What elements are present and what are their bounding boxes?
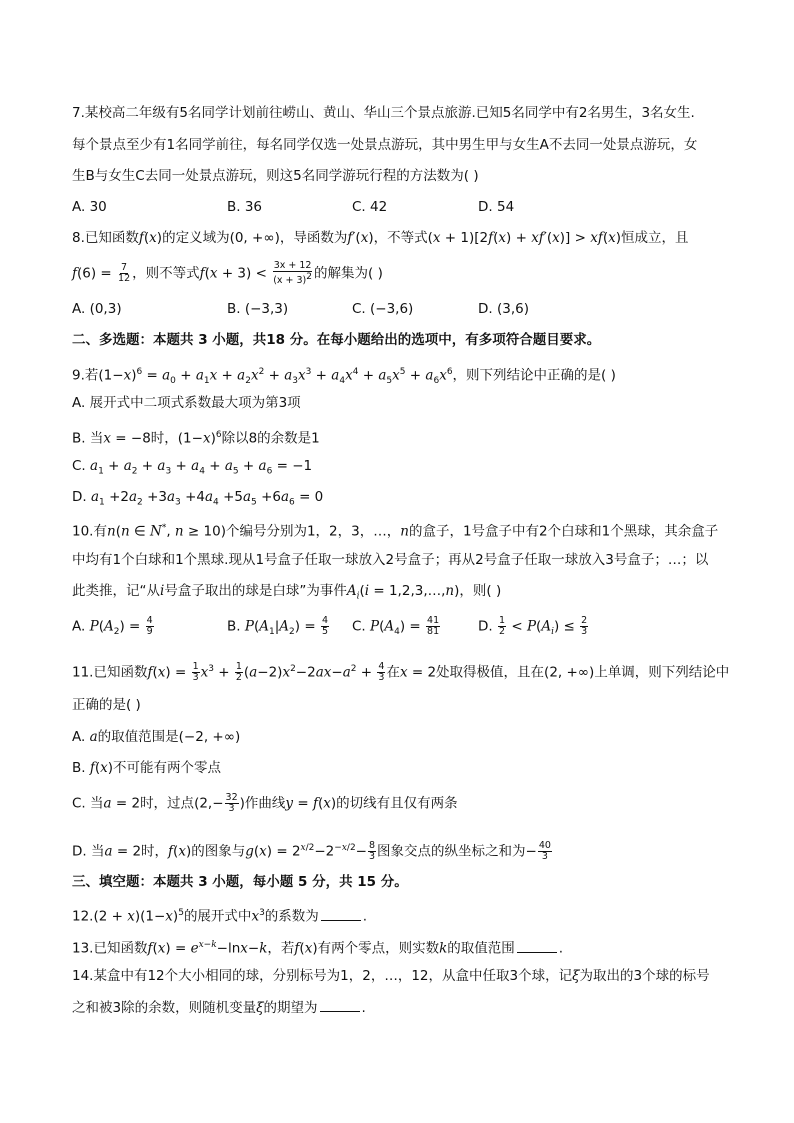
section-2-heading: 二、多选题：本题共 3 小题，共18 分。在每小题给出的选项中，有多项符合题目要求。 (72, 332, 601, 348)
q9-option-d: D. $a_1 +2a_2 +3a_3 +4a_4 +5a_5 +6a_6 = 0$ (72, 489, 324, 508)
q8-line2: f(6) = $\frac{7}{12}$ ，则不等式f(x + 3) < $\frac{3x + 12}{(x + 3)^2}$ 的解集为( ) (72, 260, 383, 287)
q11-line1: 11.已知函数f(x) = $\frac{1}{3}$ $x^3$ + $\frac{1}{2}$ $(a-2)x^2-2ax-a^2$ + $\frac{4}{3}$ 在x = 2处取得极值，且在(2, +∞)上单调，则下列结论中 (72, 661, 730, 683)
q11-option-b: B. f(x)不可能有两个零点 (72, 760, 222, 776)
q11-option-d: D. 当a = 2时，f(x)的图象与$g(x) = 2^{x/2}-2^{-x/2}-$ $\frac{8}{3}$ 图象交点的纵坐标之和为− $\frac{40}{3}$ (72, 840, 551, 862)
q7-line3: 生B与女生C去同一处景点游玩，则这5名同学游玩行程的方法数为( ) (72, 168, 479, 184)
q8-option-b: B. (−3,3) (227, 301, 289, 317)
q14-answer-blank[interactable] (320, 999, 360, 1012)
q10-line1: 10.有n(n ∈ N*, n ≥ 10)个编号分别为1，2，3，…，n的盒子，1号盒子中有2个白球和1个黑球，其余盒子 (72, 523, 719, 540)
q8-option-d: D. (3,6) (478, 301, 529, 317)
q10-option-c: C. $P(A_4)$ = $\frac{41}{81}$ (352, 615, 440, 638)
q7-option-b: B. 36 (227, 199, 263, 215)
q9-option-a: A. 展开式中二项式系数最大项为第3项 (72, 395, 301, 411)
q9-stem: 9.若$(1-x)^6 = a_0 + a_1x + a_2x^2 + a_3x^3 + a_4x^4 + a_5x^5 + a_6x^6$，则下列结论中正确的是( ) (72, 367, 616, 387)
q8-line1: 8.已知函数f(x)的定义域为(0, +∞)，导函数为f′(x)，不等式(x + 1)[2f(x) + xf′(x)] > xf(x)恒成立，且 (72, 230, 689, 246)
q8-option-a: A. (0,3) (72, 301, 122, 317)
q9-option-b: B. 当x = −8时，$(1-x)^6$除以8的余数是1 (72, 430, 320, 447)
q7-line2: 每个景点至少有1名同学前往，每名同学仅选一处景点游玩，其中男生甲与女生A不去同一处景点游玩，女 (72, 137, 698, 153)
q11-option-a: A. a的取值范围是(−2, +∞) (72, 729, 241, 745)
section-3-heading: 三、填空题：本题共 3 小题，每小题 5 分，共 15 分。 (72, 874, 408, 890)
q13-stem: 13.已知函数$f(x) = e^{x-k}-\ln x-k$，若f(x)有两个零点，则实数k的取值范围 . (72, 940, 564, 957)
q12-answer-blank[interactable] (321, 908, 361, 921)
q10-line3: 此类推，记“从i号盒子取出的球是白球”为事件$A_i(i$ = 1,2,3,…,n)，则( ) (72, 583, 502, 602)
q7-option-a: A. 30 (72, 199, 107, 215)
q9-option-c: C. $a_1 + a_2 + a_3 + a_4 + a_5 + a_6 = -1$ (72, 458, 313, 477)
q7-line1: 7.某校高二年级有5名同学计划前往崂山、黄山、华山三个景点旅游.已知5名同学中有2名男生，3名女生. (72, 105, 695, 121)
q11-line2: 正确的是( ) (72, 697, 141, 713)
q12-stem: $12.(2 + x)(1-x)^5$的展开式中$x^3$的系数为 . (72, 908, 368, 925)
q11-option-c: C. 当a = 2时，过点(2,− $\frac{32}{3}$ )作曲线y = f(x)的切线有且仅有两条 (72, 792, 458, 814)
q10-option-b: B. $P(A_1|A_2)$ = $\frac{4}{5}$ (227, 615, 328, 638)
q14-line2: 之和被3除的余数，则随机变量ξ的期望为 . (72, 1000, 366, 1016)
q7-option-d: D. 54 (478, 199, 515, 215)
q10-option-d: D. $\frac{1}{2}$ < $P(A_i)$ ≤ $\frac{2}{3}$ (478, 615, 588, 638)
q14-line1: 14.某盒中有12个大小相同的球，分别标号为1，2，…，12，从盒中任取3个球，记ξ为取出的3个球的标号 (72, 968, 710, 984)
q8-option-c: C. (−3,6) (352, 301, 414, 317)
q7-option-c: C. 42 (352, 199, 388, 215)
q13-answer-blank[interactable] (517, 940, 557, 953)
q10-line2: 中均有1个白球和1个黑球.现从1号盒子任取一球放入2号盒子；再从2号盒子任取一球放入3号盒子；…；以 (72, 552, 709, 568)
q10-option-a: A. $P(A_2)$ = $\frac{4}{9}$ (72, 615, 153, 638)
